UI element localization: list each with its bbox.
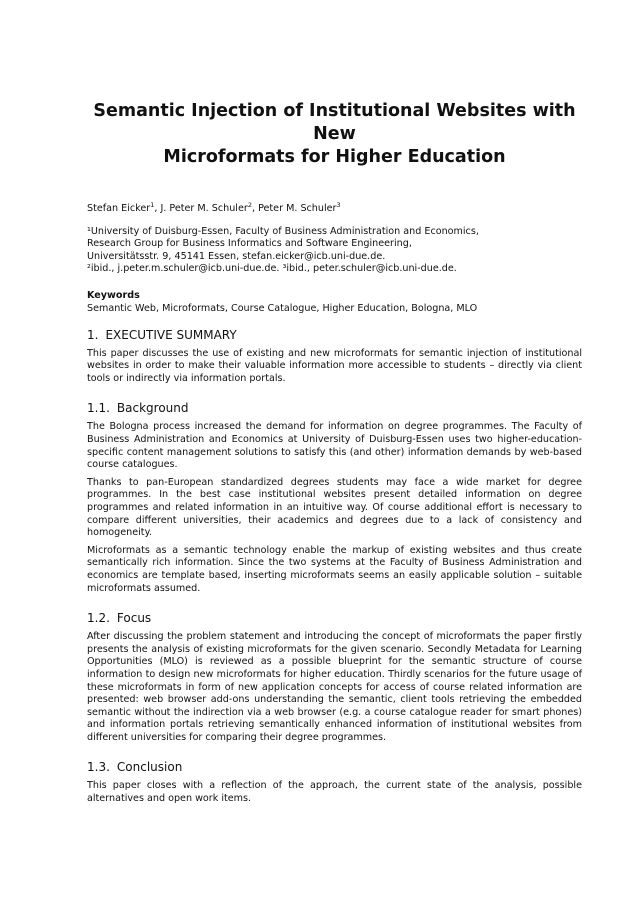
author-affiliation-mark: 1 — [150, 200, 155, 209]
section-executive-summary — [87, 327, 582, 386]
affiliation-line: ²ibid., j.peter.m.schuler@icb.uni-due.de. ³ibid., peter.schuler@icb.uni-due.de. — [87, 263, 457, 275]
section-heading — [87, 610, 582, 626]
paper-title-line-2: Microformats for Higher Education — [163, 147, 506, 167]
section-number: 1.2. — [87, 611, 110, 626]
author-name: Stefan Eicker — [87, 203, 151, 214]
paper-page — [87, 100, 582, 811]
affiliations — [87, 226, 582, 276]
section-focus — [87, 610, 582, 744]
author-separator: , — [251, 203, 259, 214]
section-number: 1. — [87, 327, 99, 342]
keywords-label: Keywords — [87, 289, 140, 301]
affiliation-line: ¹University of Duisburg-Essen, Faculty of Business Administration and Economics, — [87, 226, 479, 237]
section-heading — [87, 759, 582, 775]
section-number: 1.1. — [87, 401, 110, 416]
section-title: Background — [116, 401, 189, 416]
paragraph: After discussing the problem statement and introducing the concept of microformats the paper firstly presents the analysis of existing microformats for the given scenario. Secondly Metadata for Learning Opportunities (MLO) is reviewed as a possible blueprint for the semantic structure of course information to design new microformats for higher education. Thirdly scenarios for the future usage of these microformats in form of new application concepts for access of course related information are presented: web browser add-ons understanding the semantic, client tools retrieving the embedded semantic without the indirection via a web browser (e.g. a course catalogue reader for smart phones) and information portals retrieving semantically enhanced information of institutional websites from different universities for comparing their degree programmes. — [87, 631, 582, 743]
paragraph: Microformats as a semantic technology enable the markup of existing websites and thus create semantically rich information. Since the two systems at the Faculty of Business Administration and economics are template based, inserting microformats seems an easily applicable solution – suitable microformats assumed. — [87, 544, 582, 594]
author-name: J. Peter M. Schuler — [160, 203, 248, 214]
paper-title-line-1: Semantic Injection of Institutional Websites with New — [93, 101, 576, 144]
paragraph: This paper discusses the use of existing and new microformats for semantic injection of institutional websites in order to make their valuable information more accessible to students – directly via client tools or indirectly via information portals. — [87, 347, 582, 384]
paragraph: This paper closes with a reflection of the approach, the current state of the analysis, possible alternatives and open work items. — [87, 780, 582, 805]
section-conclusion — [87, 759, 582, 805]
section-title: EXECUTIVE SUMMARY — [105, 327, 237, 342]
author-affiliation-mark: 3 — [336, 200, 341, 209]
section-heading — [87, 400, 582, 416]
section-heading — [87, 327, 582, 343]
keywords-text: Semantic Web, Microformats, Course Catalogue, Higher Education, Bologna, MLO — [87, 302, 478, 314]
paragraph: The Bologna process increased the demand for information on degree programmes. The Faculty of Business Administration and Economics at University of Duisburg-Essen uses two higher-education-specific content management solutions to satisfy this (and other) information demands by web-based course catalogues. — [87, 421, 582, 471]
author-name: Peter M. Schuler — [258, 203, 337, 214]
section-title: Focus — [116, 611, 152, 626]
affiliation-line: Universitätsstr. 9, 45141 Essen, stefan.eicker@icb.uni-due.de. — [87, 250, 386, 262]
author-separator: , — [154, 203, 161, 214]
paper-title — [87, 100, 582, 169]
author-affiliation-mark: 2 — [247, 200, 252, 209]
section-background — [87, 400, 582, 595]
section-title: Conclusion — [116, 760, 183, 775]
paragraph: Thanks to pan-European standardized degrees students may face a wide market for degree programmes. In the best case institutional websites present detailed information on degree programmes and related information in an intuitive way. Of course additional effort is necessary to compare different universities, their academics and degrees due to a lack of consistency and homogeneity. — [87, 476, 582, 539]
section-number: 1.3. — [87, 760, 110, 775]
affiliation-line: Research Group for Business Informatics and Software Engineering, — [87, 238, 412, 250]
author-list — [87, 202, 582, 215]
